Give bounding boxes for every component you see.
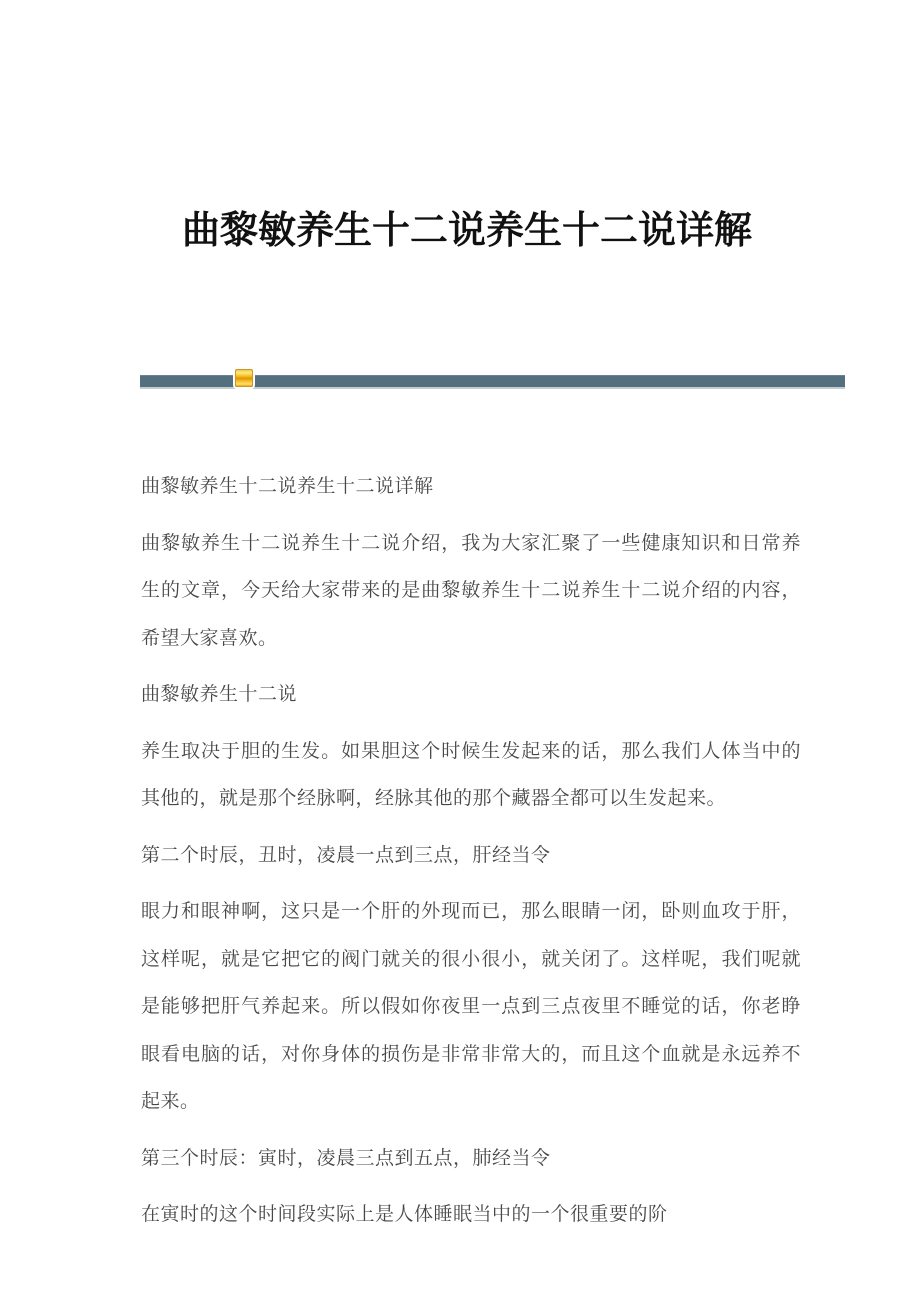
- paragraph-third-hour-heading: 第三个时辰：寅时，凌晨三点到五点，肺经当令: [141, 1147, 551, 1169]
- paragraph-liver: 眼力和眼神啊，这只是一个肝的外现而已，那么眼睛一闭，卧则血攻于肝，这样呢，就是它把它的阀门就关的很小很小，就关闭了。这样呢，我们呢就是能够把肝气养起来。所以假如你夜里一点到三点夜里不睡觉的话，你老睁眼看电脑的话，对你身体的损伤是非常非常大的，而且这个血就是永远养不起来。: [141, 901, 801, 1112]
- article-body: [141, 463, 801, 1248]
- paragraph-gallbladder: 养生取决于胆的生发。如果胆这个时候生发起来的话，那么我们人体当中的其他的，就是那个经脉啊，经脉其他的那个藏器全都可以生发起来。: [141, 740, 801, 809]
- paragraph-second-hour-heading: 第二个时辰，丑时，凌晨一点到三点，肝经当令: [141, 844, 551, 866]
- envelope-icon: [235, 369, 253, 387]
- title-divider-bar: [140, 375, 845, 389]
- paragraph-lung: 在寅时的这个时间段实际上是人体睡眠当中的一个很重要的阶: [141, 1204, 668, 1225]
- paragraph-section-heading: 曲黎敏养生十二说: [141, 684, 298, 705]
- paragraph-doc-subtitle: 曲黎敏养生十二说养生十二说详解: [141, 476, 434, 497]
- paragraph-intro: 曲黎敏养生十二说养生十二说介绍，我为大家汇聚了一些健康知识和日常养生的文章，今天给大家带来的是曲黎敏养生十二说养生十二说介绍的内容，希望大家喜欢。: [141, 532, 801, 649]
- page-title: 曲黎敏养生十二说养生十二说详解: [181, 210, 752, 252]
